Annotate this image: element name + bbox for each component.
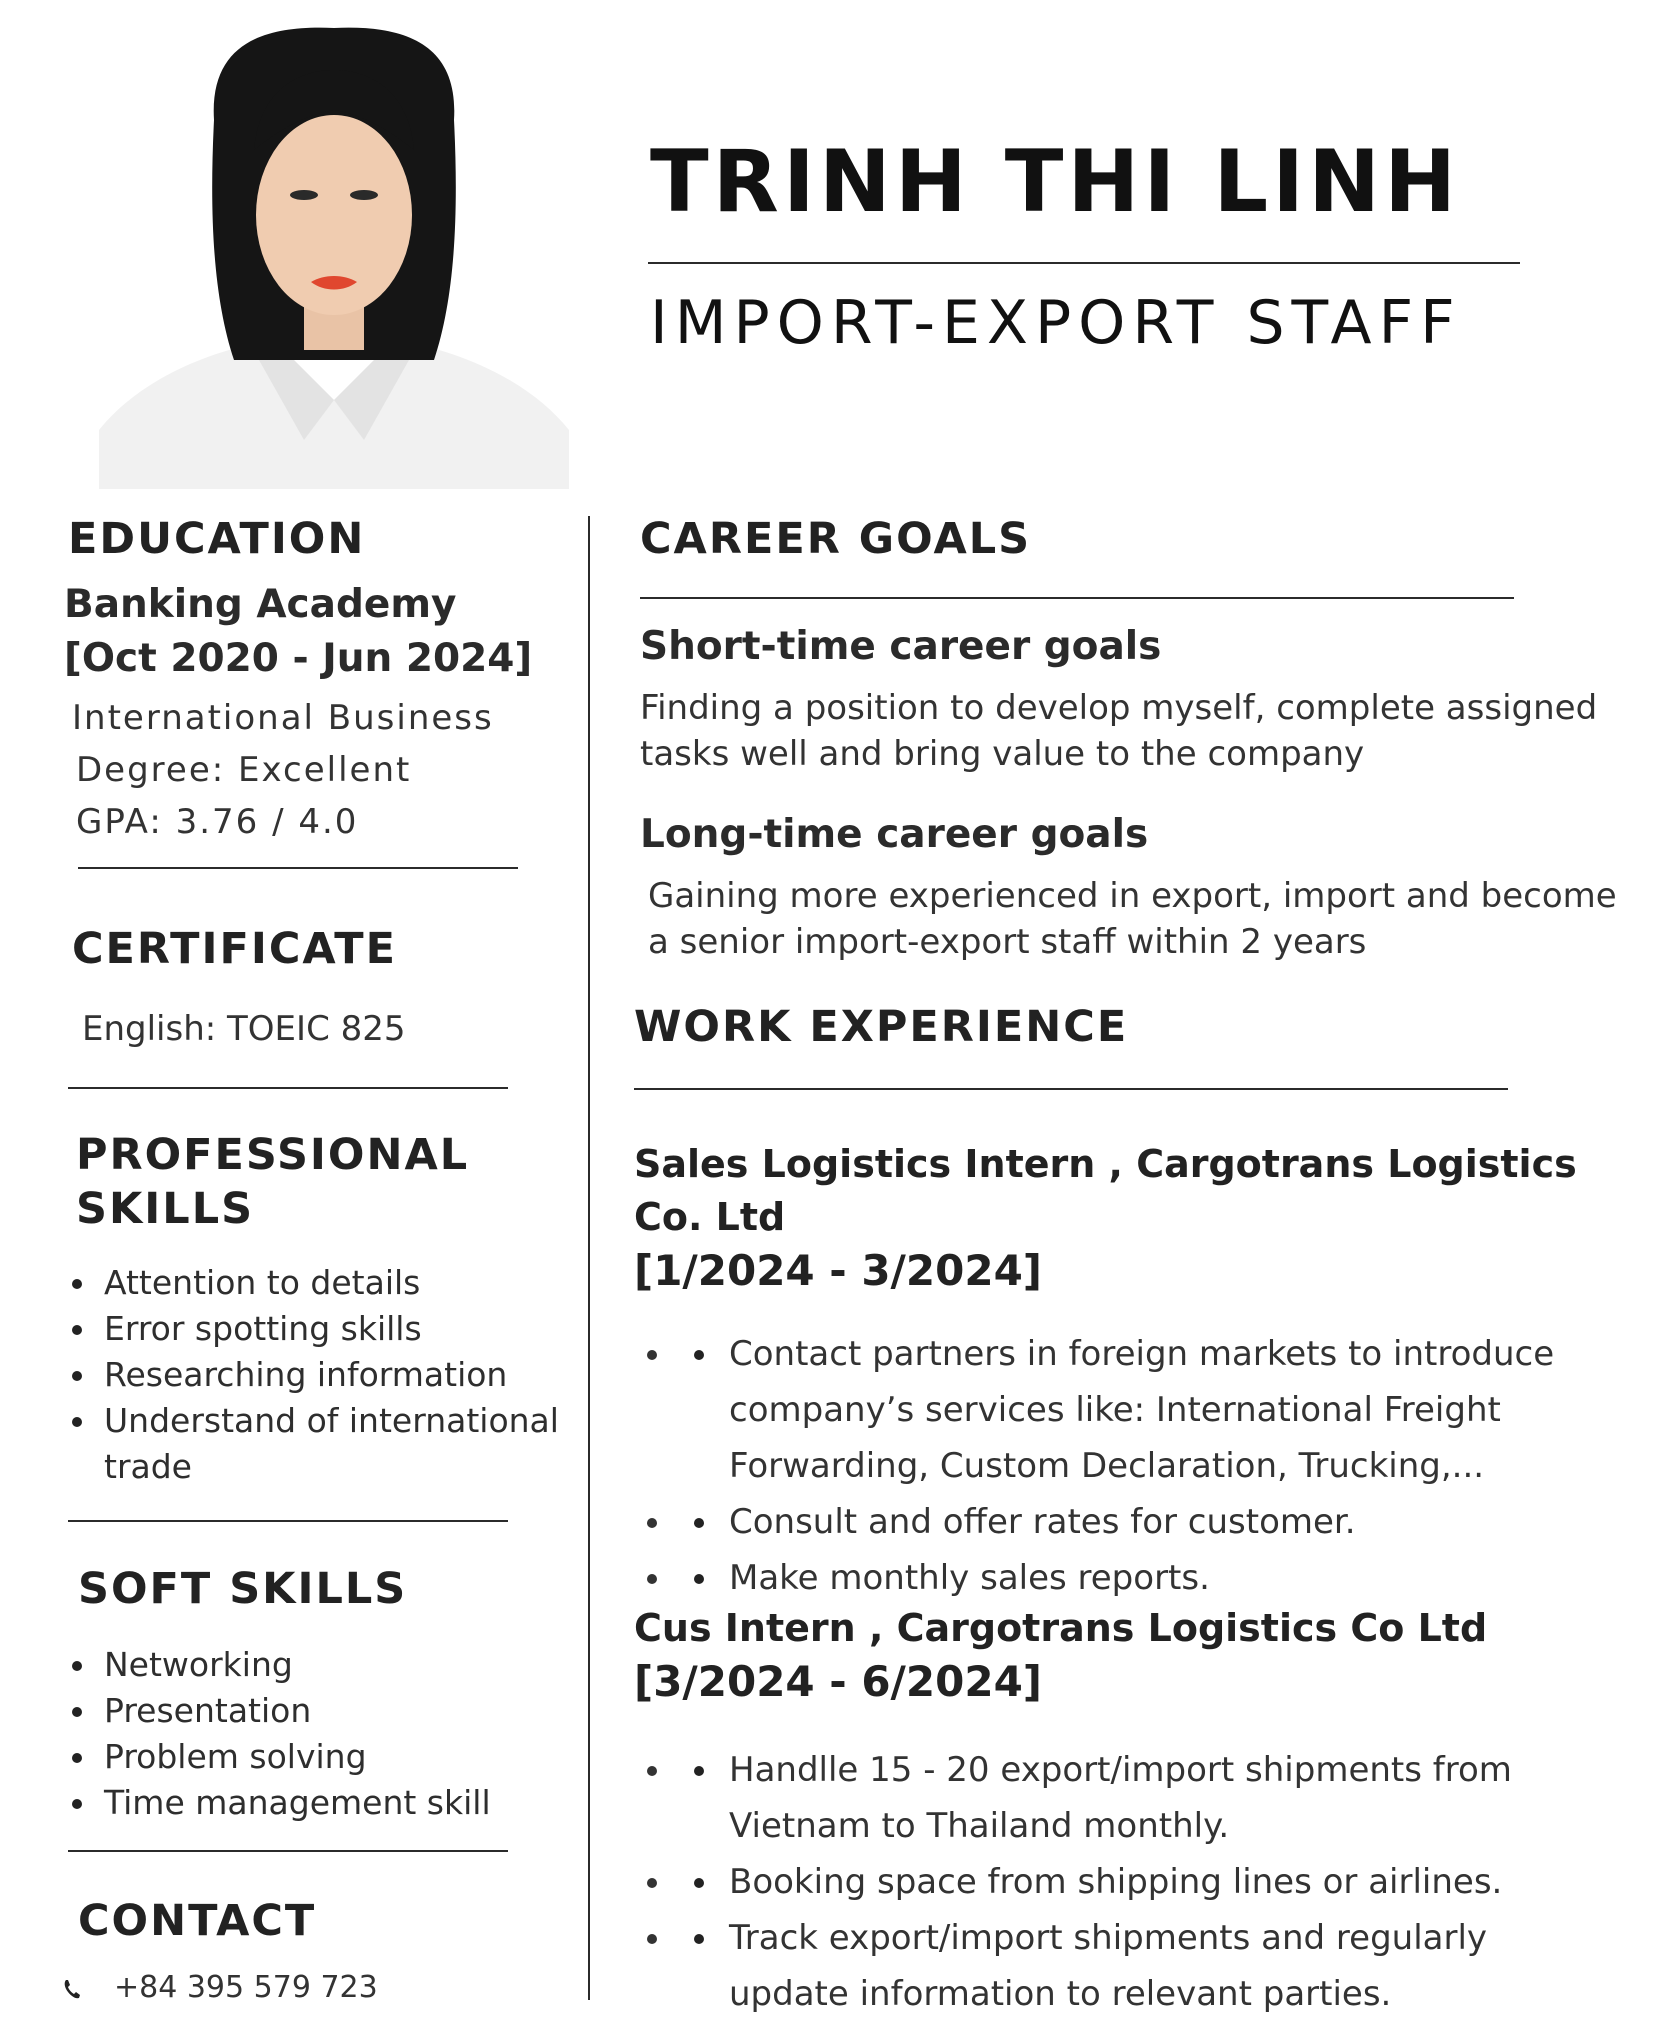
job-title: Cus Intern , Cargotrans Logistics Co Ltd bbox=[634, 1606, 1488, 1650]
short-goals-line2: tasks well and bring value to the company bbox=[640, 734, 1365, 774]
education-major: International Business bbox=[72, 698, 494, 738]
short-goals-line1: Finding a position to develop myself, complete assigned bbox=[640, 688, 1598, 728]
education-heading: EDUCATION bbox=[68, 514, 366, 564]
work-experience-heading: WORK EXPERIENCE bbox=[634, 1002, 1129, 1052]
professional-skills-heading-line1: PROFESSIONAL bbox=[76, 1130, 470, 1180]
career-goals-heading: CAREER GOALS bbox=[640, 514, 1032, 564]
professional-skills-list bbox=[66, 1260, 586, 1490]
job-duties-list bbox=[634, 1326, 1654, 1606]
job-period: [1/2024 - 3/2024] bbox=[634, 1246, 1042, 1295]
career-goals-divider bbox=[640, 597, 1514, 599]
short-goals-title: Short-time career goals bbox=[640, 624, 1162, 669]
list-item: Error spotting skills bbox=[66, 1306, 586, 1352]
education-period: [Oct 2020 - Jun 2024] bbox=[64, 636, 533, 681]
column-divider bbox=[588, 516, 590, 2000]
list-item: • Handlle 15 - 20 export/import shipments from Vietnam to Thailand monthly. bbox=[674, 1742, 1654, 1854]
contact-phone[interactable]: +84 395 579 723 bbox=[114, 1970, 378, 2005]
professional-skills-heading-line2: SKILLS bbox=[76, 1184, 255, 1234]
portrait-photo-icon bbox=[99, 0, 569, 489]
phone-icon bbox=[62, 1978, 82, 2000]
education-gpa: GPA: 3.76 / 4.0 bbox=[76, 802, 359, 842]
list-item: • Consult and offer rates for customer. bbox=[674, 1494, 1654, 1550]
list-item: Attention to details bbox=[66, 1260, 586, 1306]
certificate-divider bbox=[68, 1087, 508, 1089]
list-item: • Contact partners in foreign markets to introduce company’s services like: International Freight Forwarding, Custom Declaration, Trucking,... bbox=[674, 1326, 1654, 1494]
contact-heading: CONTACT bbox=[78, 1896, 317, 1946]
job-duties-list bbox=[634, 1742, 1654, 2022]
list-item: Time management skill bbox=[66, 1780, 586, 1826]
list-item: Problem solving bbox=[66, 1734, 586, 1780]
long-goals-line2: a senior import-export staff within 2 years bbox=[648, 922, 1367, 962]
list-item: Networking bbox=[66, 1642, 586, 1688]
certificate-item: English: TOEIC 825 bbox=[82, 1009, 406, 1049]
soft-skills-list bbox=[66, 1642, 586, 1826]
job-title-continued: Co. Ltd bbox=[634, 1195, 786, 1239]
list-item: • Track export/import shipments and regularly update information to relevant parties. bbox=[674, 1910, 1654, 2022]
long-goals-title: Long-time career goals bbox=[640, 812, 1149, 857]
professional-skills-divider bbox=[68, 1520, 508, 1522]
long-goals-line1: Gaining more experienced in export, import and become bbox=[648, 876, 1617, 916]
job-entry bbox=[634, 1138, 1614, 1297]
list-item: Researching information bbox=[66, 1352, 586, 1398]
work-experience-divider bbox=[634, 1088, 1508, 1090]
list-item: Presentation bbox=[66, 1688, 586, 1734]
header-divider bbox=[648, 262, 1520, 264]
job-role: IMPORT-EXPORT STAFF bbox=[650, 288, 1462, 358]
education-divider bbox=[78, 867, 518, 869]
list-item: Understand of international trade bbox=[66, 1398, 586, 1490]
job-title: Sales Logistics Intern , Cargotrans Logistics bbox=[634, 1142, 1577, 1186]
certificate-heading: CERTIFICATE bbox=[72, 924, 398, 974]
soft-skills-divider bbox=[68, 1850, 508, 1852]
job-entry bbox=[634, 1602, 1614, 1708]
soft-skills-heading: SOFT SKILLS bbox=[78, 1564, 408, 1614]
job-period: [3/2024 - 6/2024] bbox=[634, 1657, 1042, 1706]
school-name: Banking Academy bbox=[64, 582, 457, 627]
list-item: • Booking space from shipping lines or airlines. bbox=[674, 1854, 1654, 1910]
list-item: • Make monthly sales reports. bbox=[674, 1550, 1654, 1606]
candidate-name: TRINH THI LINH bbox=[650, 132, 1461, 232]
education-degree: Degree: Excellent bbox=[76, 750, 412, 790]
profile-photo bbox=[99, 0, 569, 489]
